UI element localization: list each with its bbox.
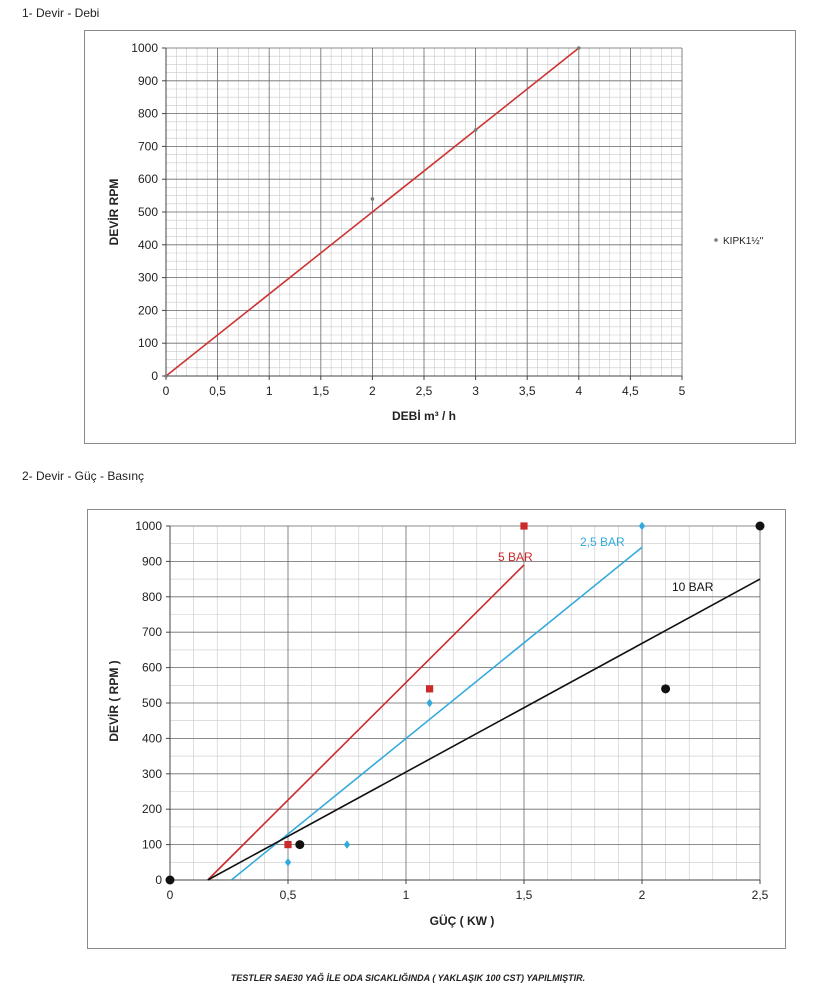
- y-tick-label: 700: [141, 625, 162, 640]
- data-point: [285, 858, 291, 866]
- y-tick-label: 900: [137, 73, 158, 88]
- x-tick-label: 1: [265, 384, 273, 398]
- y-tick-label: 400: [141, 731, 162, 746]
- y-tick-label: 200: [141, 802, 162, 817]
- series-label: 5 BAR: [498, 550, 533, 564]
- y-tick-label: 900: [141, 554, 162, 569]
- data-point: [295, 840, 304, 849]
- y-tick-label: 1000: [131, 41, 158, 55]
- y-tick-label: 700: [137, 139, 158, 154]
- data-point: [426, 699, 432, 707]
- x-tick-label: 2,5: [415, 384, 433, 398]
- data-point: [639, 522, 645, 530]
- series-label: 10 BAR: [672, 580, 714, 594]
- y-axis-title: DEVİR ( RPM ): [107, 660, 121, 742]
- x-tick-label: 4,5: [622, 384, 639, 398]
- x-tick-label: 5: [678, 384, 686, 398]
- x-tick-label: 1,5: [312, 384, 330, 398]
- y-tick-label: 400: [137, 237, 158, 252]
- x-tick-label: 2: [638, 888, 646, 902]
- y-tick-label: 800: [137, 106, 158, 121]
- x-tick-label: 3: [472, 384, 479, 398]
- y-tick-label: 200: [137, 303, 158, 318]
- x-tick-label: 4: [575, 384, 583, 398]
- y-tick-label: 500: [137, 205, 158, 219]
- y-tick-label: 500: [141, 696, 162, 710]
- y-tick-label: 100: [141, 837, 162, 852]
- data-point: [344, 840, 350, 848]
- y-tick-label: 0: [155, 873, 162, 887]
- y-tick-label: 800: [141, 589, 162, 604]
- y-tick-label: 100: [137, 336, 158, 351]
- test-conditions-footnote: TESTLER SAE30 YAĞ İLE ODA SICAKLIĞINDA ( YAKLAŞIK 100 CST) YAPILMIŞTIR.: [230, 973, 586, 983]
- x-tick-label: 1,5: [515, 888, 533, 902]
- y-tick-label: 300: [141, 766, 162, 781]
- y-tick-label: 600: [141, 660, 162, 675]
- x-tick-label: 0,5: [279, 888, 297, 902]
- section-title-devir-debi: 1- Devir - Debi: [22, 6, 100, 20]
- x-tick-label: 2,5: [751, 888, 769, 902]
- data-point: [284, 841, 291, 848]
- data-point: [520, 522, 527, 529]
- series-label: 2,5 BAR: [580, 535, 625, 549]
- y-tick-label: 1000: [135, 519, 162, 533]
- y-tick-label: 0: [151, 369, 158, 383]
- y-tick-label: 600: [137, 172, 158, 187]
- data-point: [426, 685, 433, 692]
- x-tick-label: 0,5: [209, 384, 226, 398]
- legend-label: KIPK1½": [723, 236, 764, 247]
- data-point: [756, 522, 765, 531]
- x-tick-label: 2: [369, 384, 376, 398]
- trendline: [208, 579, 760, 880]
- y-axis-title: DEVİR RPM: [107, 178, 121, 246]
- x-axis-title: DEBİ m³ / h: [391, 409, 457, 423]
- y-tick-label: 300: [137, 270, 158, 285]
- x-tick-label: 3,5: [518, 384, 536, 398]
- x-tick-label: 0: [162, 384, 170, 398]
- x-tick-label: 1: [402, 888, 410, 902]
- x-axis-title: GÜÇ ( KW ): [429, 914, 495, 928]
- data-point: [166, 876, 175, 885]
- data-point: [661, 684, 670, 693]
- x-tick-label: 0: [166, 888, 174, 902]
- section-title-devir-guc-basinc: 2- Devir - Güç - Basınç: [22, 469, 145, 483]
